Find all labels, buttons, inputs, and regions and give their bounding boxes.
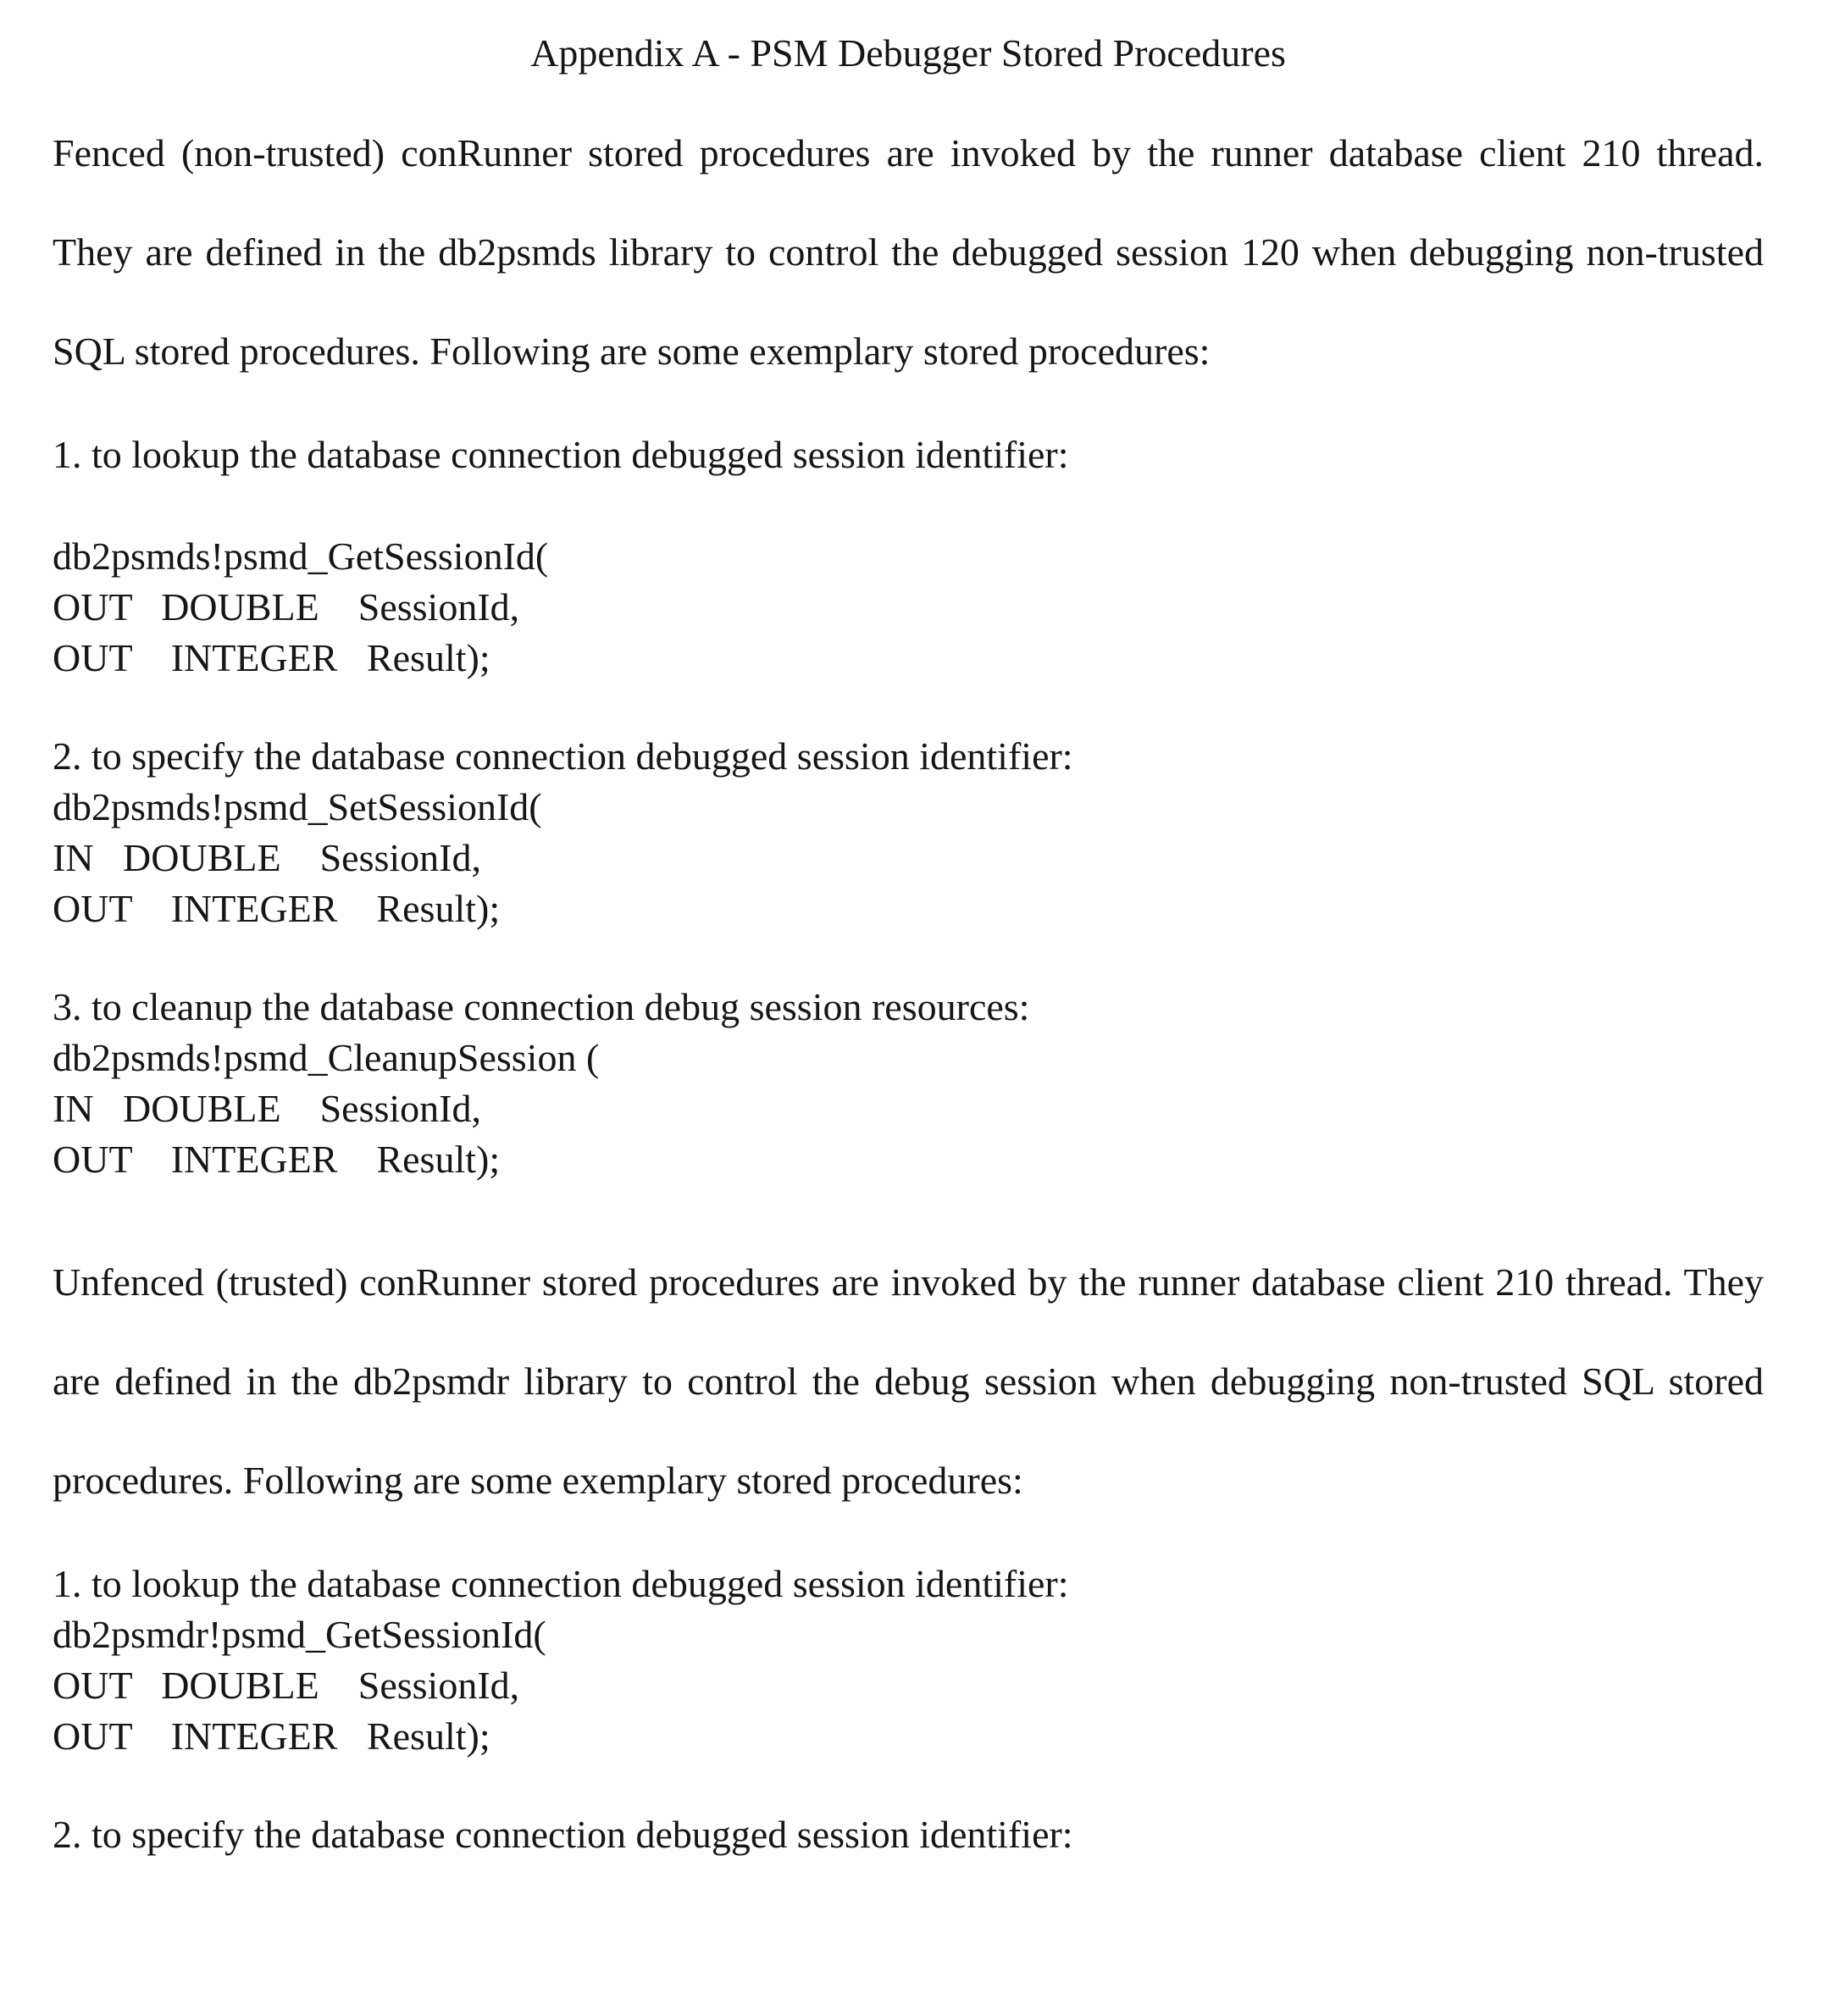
page-title: Appendix A - PSM Debugger Stored Procedures bbox=[530, 31, 1286, 75]
unfenced-procedure-1 bbox=[53, 1559, 1764, 1762]
intro-fenced-paragraph: Fenced (non-trusted) conRunner stored procedures are invoked by the runner database client 210 thread. They are defined in the db2psmds library to control the debugged session 120 when debugging non-trusted SQL stored procedures. Following are some exemplary stored procedures: bbox=[53, 131, 1764, 373]
fenced-procedure-2-line-2: IN DOUBLE SessionId, bbox=[53, 836, 481, 879]
unfenced-procedure-1-line-3: OUT INTEGER Result); bbox=[53, 1714, 490, 1758]
fenced-procedure-3-line-0: 3. to cleanup the database connection debug session resources: bbox=[53, 985, 1030, 1028]
unfenced-procedure-1-line-1: db2psmdr!psmd_GetSessionId( bbox=[53, 1613, 546, 1656]
fenced-procedure-1-line-0: 1. to lookup the database connection debugged session identifier: bbox=[53, 433, 1069, 476]
fenced-procedure-3-line-3: OUT INTEGER Result); bbox=[53, 1138, 501, 1181]
fenced-procedure-1-line-2: db2psmds!psmd_GetSessionId( bbox=[53, 534, 549, 578]
fenced-procedure-2-line-1: db2psmds!psmd_SetSessionId( bbox=[53, 785, 542, 828]
fenced-procedure-2 bbox=[53, 731, 1764, 934]
unfenced-procedure-2-line-0: 2. to specify the database connection debugged session identifier: bbox=[53, 1813, 1073, 1856]
fenced-procedure-1-line-1 bbox=[53, 480, 1764, 531]
fenced-procedure-3 bbox=[53, 982, 1764, 1185]
fenced-procedure-1-line-4: OUT INTEGER Result); bbox=[53, 636, 490, 679]
fenced-procedure-2-line-0: 2. to specify the database connection debugged session identifier: bbox=[53, 734, 1073, 778]
unfenced-procedure-1-line-0: 1. to lookup the database connection debugged session identifier: bbox=[53, 1562, 1069, 1605]
fenced-procedure-1-line-3: OUT DOUBLE SessionId, bbox=[53, 585, 520, 629]
intro-unfenced-paragraph: Unfenced (trusted) conRunner stored procedures are invoked by the runner database client 210 thread. They are defined in the db2psmdr library to control the debug session when debugging non-trusted SQL stored procedures. Following are some exemplary stored procedures: bbox=[53, 1260, 1764, 1502]
unfenced-procedure-2 bbox=[53, 1809, 1764, 1860]
fenced-procedure-1 bbox=[53, 429, 1764, 684]
document-body bbox=[53, 103, 1764, 1860]
fenced-procedure-3-line-1: db2psmds!psmd_CleanupSession ( bbox=[53, 1036, 600, 1079]
fenced-procedure-2-line-3: OUT INTEGER Result); bbox=[53, 887, 501, 930]
fenced-procedure-3-line-2: IN DOUBLE SessionId, bbox=[53, 1087, 481, 1130]
unfenced-procedure-1-line-2: OUT DOUBLE SessionId, bbox=[53, 1664, 520, 1707]
